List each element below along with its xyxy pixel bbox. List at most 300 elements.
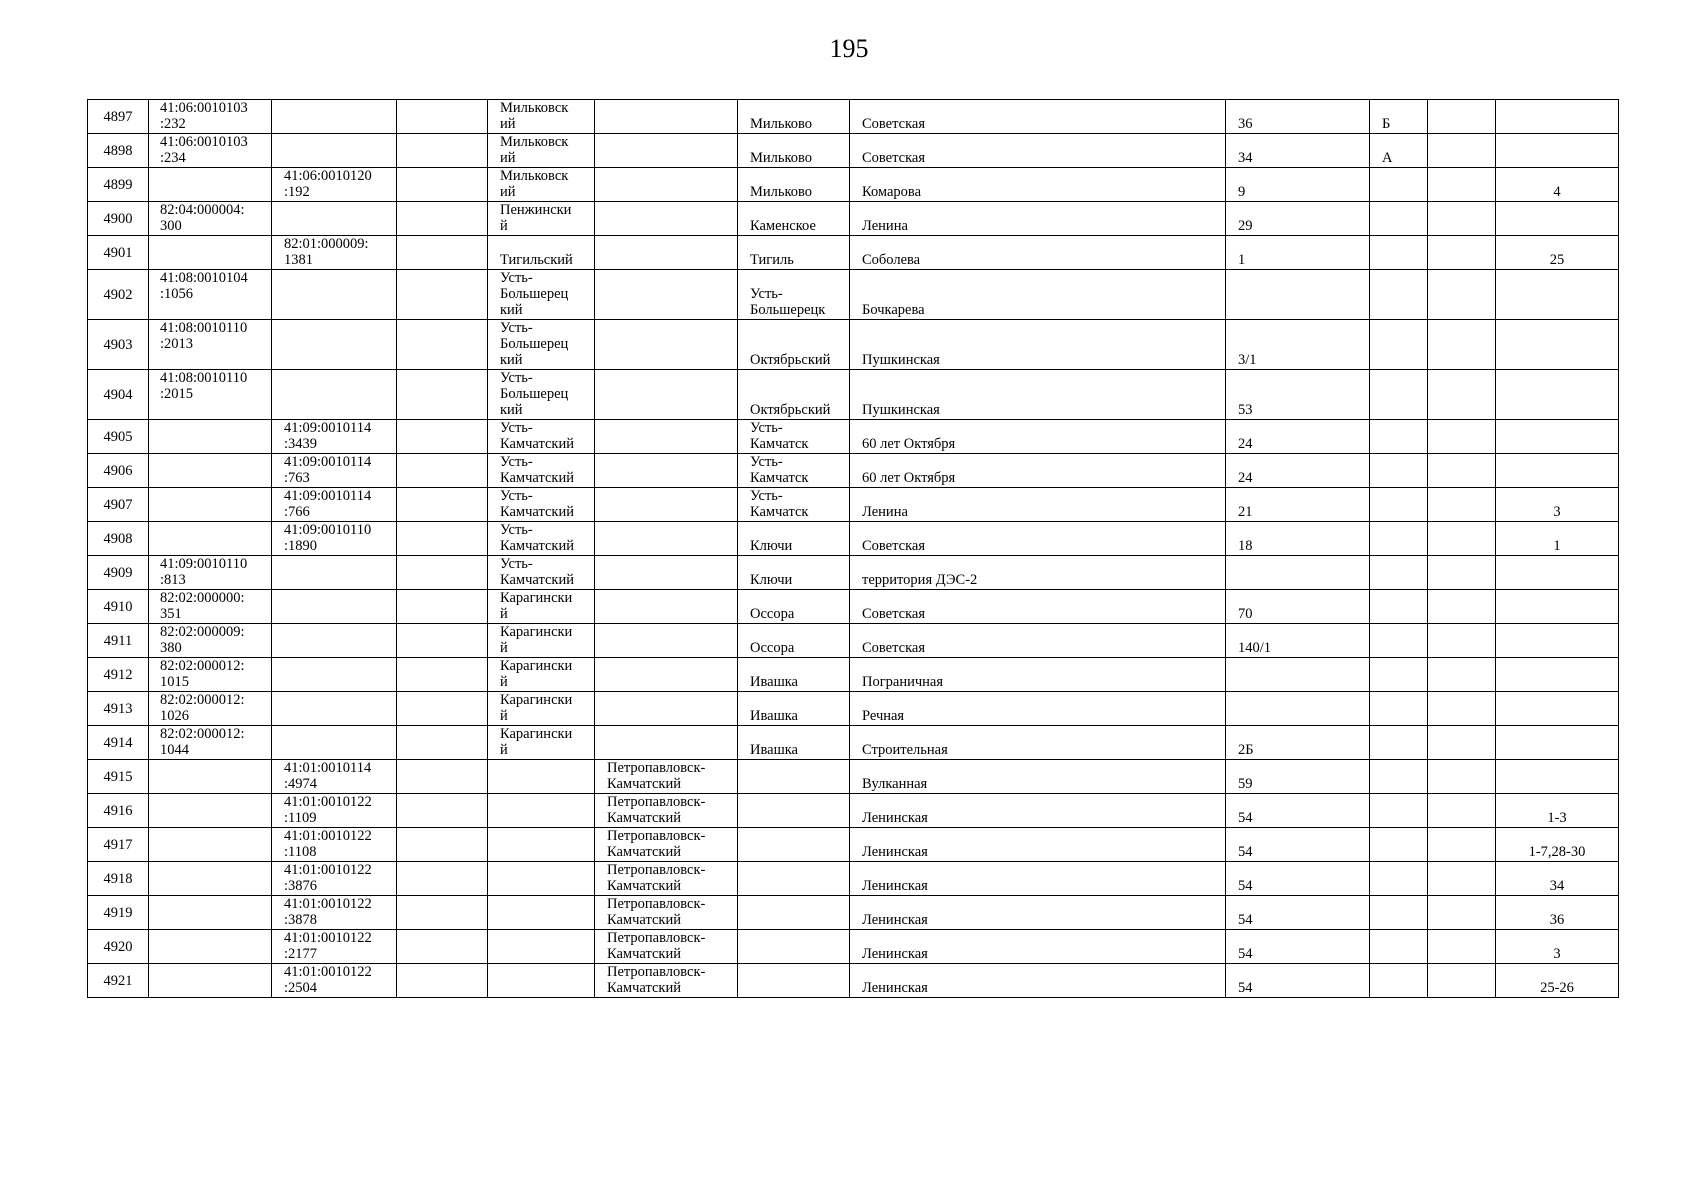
table-row [88,556,1619,590]
city-cell [595,964,738,998]
row-number-text: 4908 [103,530,133,547]
table-row [88,100,1619,134]
district-cell [488,760,595,794]
house-number-cell-text: 54 [1238,878,1253,894]
city-cell [595,202,738,236]
premises-cell-text: 4 [1553,184,1561,200]
cadastral-number-a-text: 82:02:000000: 351 [160,590,245,622]
settlement-cell [738,658,850,692]
row-number [88,760,149,794]
premises-cell-text: 25 [1549,252,1565,268]
table-row [88,488,1619,522]
cadastral-number-a [149,896,272,930]
premises-cell [1496,964,1619,998]
street-cell [850,726,1226,760]
cadastral-number-a [149,726,272,760]
premises-cell [1496,726,1619,760]
house-number-cell [1226,692,1370,726]
cadastral-number-b-text: 82:01:000009: 1381 [284,236,369,268]
premises-cell [1496,420,1619,454]
row-number-text: 4902 [103,286,133,303]
row-number [88,202,149,236]
table-row [88,134,1619,168]
city-cell [595,794,738,828]
district-cell [488,658,595,692]
cadastral-number-a [149,320,272,370]
settlement-cell-text: Ключи [750,572,793,588]
district-cell-text: Пенжински й [500,202,572,234]
district-cell-text: Карагински й [500,658,573,690]
district-cell [488,556,595,590]
cadastral-number-b [272,556,397,590]
cadastral-number-a-text: 41:09:0010110 :813 [160,556,248,588]
cadastral-number-a [149,964,272,998]
district-cell-text: Усть- Камчатский [500,522,574,554]
house-number-cell [1226,202,1370,236]
district-cell [488,930,595,964]
column-11-cell [1428,658,1496,692]
settlement-cell-text: Ивашка [750,708,798,724]
city-cell [595,692,738,726]
district-cell-text: Усть- Камчатский [500,420,574,452]
cadastral-number-a-text: 41:06:0010103 :232 [160,100,248,132]
settlement-cell-text: Мильково [750,184,813,200]
house-number-cell-text: 36 [1238,116,1253,132]
city-cell-text: Петропавловск- Камчатский [607,930,706,962]
premises-cell-text: 25-26 [1540,980,1574,996]
column-4-cell [397,828,488,862]
cadastral-number-a-text: 41:08:0010110 :2013 [160,320,248,352]
column-11-cell [1428,168,1496,202]
settlement-cell [738,522,850,556]
street-cell [850,964,1226,998]
premises-cell [1496,236,1619,270]
house-number-cell-text: 29 [1238,218,1253,234]
row-number-text: 4907 [103,496,133,513]
cadastral-number-b [272,168,397,202]
column-4-cell [397,420,488,454]
city-cell [595,896,738,930]
premises-cell [1496,828,1619,862]
table-row [88,624,1619,658]
column-4-cell [397,794,488,828]
row-number [88,828,149,862]
table-row [88,930,1619,964]
cadastral-number-b-text: 41:09:0010114 :763 [284,454,372,486]
cadastral-number-a-text: 82:02:000012: 1015 [160,658,245,690]
table-row [88,420,1619,454]
row-number-text: 4909 [103,564,133,581]
registry-table [87,99,1619,998]
column-4-cell [397,370,488,420]
district-cell [488,488,595,522]
column-4-cell [397,692,488,726]
city-cell-text: Петропавловск- Камчатский [607,964,706,996]
house-number-cell [1226,370,1370,420]
column-11-cell [1428,692,1496,726]
building-letter-cell [1370,320,1428,370]
settlement-cell-text: Усть- Большерецк [750,286,826,318]
row-number [88,692,149,726]
house-number-cell [1226,320,1370,370]
row-number-text: 4911 [103,632,133,649]
row-number [88,270,149,320]
street-cell [850,828,1226,862]
row-number [88,964,149,998]
house-number-cell-text: 59 [1238,776,1253,792]
cadastral-number-a-text: 82:04:000004: 300 [160,202,245,234]
row-number-text: 4899 [103,176,133,193]
premises-cell [1496,370,1619,420]
row-number [88,454,149,488]
street-cell-text: Речная [862,708,905,724]
cadastral-number-a-text: 41:06:0010103 :234 [160,134,248,166]
table-row [88,794,1619,828]
cadastral-number-a [149,556,272,590]
cadastral-number-b [272,794,397,828]
premises-cell [1496,320,1619,370]
premises-cell [1496,556,1619,590]
building-letter-cell [1370,522,1428,556]
cadastral-number-a [149,236,272,270]
settlement-cell [738,236,850,270]
row-number [88,370,149,420]
row-number [88,522,149,556]
house-number-cell-text: 24 [1238,470,1253,486]
street-cell-text: Советская [862,538,925,554]
row-number [88,556,149,590]
house-number-cell-text: 53 [1238,402,1253,418]
house-number-cell-text: 54 [1238,980,1253,996]
street-cell-text: Ленинская [862,810,928,826]
street-cell [850,556,1226,590]
district-cell-text: Мильковск ий [500,100,569,132]
house-number-cell-text: 70 [1238,606,1253,622]
cadastral-number-a [149,590,272,624]
settlement-cell-text: Ивашка [750,674,798,690]
cadastral-number-b-text: 41:09:0010110 :1890 [284,522,372,554]
city-cell [595,624,738,658]
premises-cell-text: 34 [1549,878,1565,894]
cadastral-number-a [149,370,272,420]
street-cell [850,862,1226,896]
row-number-text: 4921 [103,972,133,989]
cadastral-number-b-text: 41:01:0010122 :1108 [284,828,372,860]
row-number-text: 4905 [103,428,133,445]
cadastral-number-b [272,420,397,454]
cadastral-number-a [149,420,272,454]
cadastral-number-b-text: 41:09:0010114 :766 [284,488,372,520]
city-cell [595,420,738,454]
street-cell-text: Советская [862,640,925,656]
settlement-cell-text: Усть- Камчатск [750,488,809,520]
table-row [88,522,1619,556]
street-cell-text: Комарова [862,184,922,200]
house-number-cell-text: 1 [1238,252,1246,268]
city-cell-text: Петропавловск- Камчатский [607,828,706,860]
building-letter-cell [1370,488,1428,522]
building-letter-cell [1370,794,1428,828]
building-letter-cell [1370,202,1428,236]
column-4-cell [397,760,488,794]
cadastral-number-a-text: 82:02:000012: 1044 [160,726,245,758]
city-cell [595,556,738,590]
settlement-cell [738,692,850,726]
building-letter-cell [1370,236,1428,270]
settlement-cell-text: Оссора [750,606,795,622]
district-cell-text: Усть- Большерец кий [500,370,569,418]
table-row [88,692,1619,726]
settlement-cell [738,964,850,998]
house-number-cell [1226,100,1370,134]
district-cell-text: Мильковск ий [500,134,569,166]
district-cell [488,320,595,370]
row-number-text: 4910 [103,598,133,615]
premises-cell [1496,100,1619,134]
settlement-cell-text: Оссора [750,640,795,656]
city-cell [595,100,738,134]
house-number-cell-text: 18 [1238,538,1253,554]
street-cell [850,692,1226,726]
premises-cell [1496,488,1619,522]
building-letter-cell [1370,760,1428,794]
premises-cell-text: 36 [1549,912,1565,928]
street-cell [850,168,1226,202]
house-number-cell-text: 54 [1238,810,1253,826]
cadastral-number-b [272,236,397,270]
cadastral-number-a [149,692,272,726]
table-row [88,270,1619,320]
city-cell [595,658,738,692]
column-11-cell [1428,370,1496,420]
house-number-cell [1226,862,1370,896]
row-number-text: 4904 [103,386,133,403]
row-number [88,320,149,370]
city-cell [595,828,738,862]
premises-cell [1496,624,1619,658]
building-letter-cell [1370,556,1428,590]
premises-cell-text: 3 [1553,504,1561,520]
house-number-cell-text: 2Б [1238,742,1254,758]
premises-cell [1496,896,1619,930]
premises-cell [1496,522,1619,556]
street-cell [850,794,1226,828]
district-cell [488,590,595,624]
city-cell-text: Петропавловск- Камчатский [607,896,706,928]
street-cell-text: Ленина [862,504,908,520]
row-number [88,624,149,658]
district-cell [488,168,595,202]
cadastral-number-a [149,488,272,522]
city-cell [595,930,738,964]
settlement-cell-text: Каменское [750,218,816,234]
table-row [88,320,1619,370]
premises-cell-text: 1 [1553,538,1561,554]
street-cell [850,236,1226,270]
district-cell-text: Карагински й [500,624,573,656]
table-row [88,454,1619,488]
house-number-cell [1226,624,1370,658]
street-cell [850,100,1226,134]
cadastral-number-b [272,930,397,964]
table-row [88,590,1619,624]
street-cell [850,590,1226,624]
district-cell [488,134,595,168]
cadastral-number-b [272,828,397,862]
column-11-cell [1428,454,1496,488]
district-cell [488,828,595,862]
street-cell [850,522,1226,556]
table-row [88,168,1619,202]
building-letter-cell [1370,896,1428,930]
cadastral-number-a-text: 82:02:000012: 1026 [160,692,245,724]
settlement-cell [738,828,850,862]
city-cell-text: Петропавловск- Камчатский [607,862,706,894]
district-cell [488,794,595,828]
column-11-cell [1428,202,1496,236]
street-cell-text: 60 лет Октября [862,470,956,486]
building-letter-cell [1370,692,1428,726]
house-number-cell [1226,590,1370,624]
street-cell [850,134,1226,168]
row-number-text: 4919 [103,904,133,921]
city-cell [595,320,738,370]
cadastral-number-b [272,896,397,930]
cadastral-number-b-text: 41:01:0010122 :3878 [284,896,372,928]
premises-cell [1496,590,1619,624]
row-number [88,896,149,930]
column-4-cell [397,930,488,964]
settlement-cell [738,930,850,964]
building-letter-cell [1370,624,1428,658]
building-letter-cell [1370,862,1428,896]
street-cell [850,202,1226,236]
table-row [88,236,1619,270]
settlement-cell-text: Мильково [750,150,813,166]
cadastral-number-b [272,488,397,522]
settlement-cell-text: Мильково [750,116,813,132]
cadastral-number-a [149,760,272,794]
settlement-cell [738,370,850,420]
column-11-cell [1428,828,1496,862]
column-11-cell [1428,930,1496,964]
street-cell-text: Ленинская [862,844,928,860]
house-number-cell [1226,270,1370,320]
cadastral-number-b [272,370,397,420]
settlement-cell [738,896,850,930]
premises-cell [1496,794,1619,828]
district-cell [488,692,595,726]
cadastral-number-b [272,590,397,624]
district-cell [488,202,595,236]
district-cell [488,454,595,488]
table-row [88,760,1619,794]
street-cell-text: Ленинская [862,912,928,928]
cadastral-number-a [149,134,272,168]
column-4-cell [397,202,488,236]
street-cell-text: Ленинская [862,946,928,962]
house-number-cell [1226,522,1370,556]
cadastral-number-b [272,760,397,794]
column-11-cell [1428,100,1496,134]
row-number [88,488,149,522]
column-11-cell [1428,590,1496,624]
building-letter-cell [1370,828,1428,862]
building-letter-cell [1370,168,1428,202]
district-cell-text: Мильковск ий [500,168,569,200]
cadastral-number-b [272,692,397,726]
cadastral-number-a-text: 82:02:000009: 380 [160,624,245,656]
settlement-cell-text: Октябрьский [750,352,831,368]
house-number-cell [1226,556,1370,590]
cadastral-number-b-text: 41:01:0010122 :3876 [284,862,372,894]
house-number-cell [1226,726,1370,760]
settlement-cell [738,320,850,370]
cadastral-number-a [149,522,272,556]
column-4-cell [397,556,488,590]
row-number-text: 4915 [103,768,133,785]
building-letter-cell [1370,134,1428,168]
street-cell-text: территория ДЭС-2 [862,572,978,588]
cadastral-number-a-text: 41:08:0010110 :2015 [160,370,248,402]
district-cell [488,964,595,998]
cadastral-number-a [149,454,272,488]
premises-cell-text: 1-7,28-30 [1528,844,1586,860]
district-cell-text: Усть- Большерец кий [500,270,569,318]
table-row [88,964,1619,998]
settlement-cell [738,100,850,134]
street-cell-text: Ленинская [862,980,928,996]
cadastral-number-b [272,320,397,370]
city-cell [595,488,738,522]
city-cell [595,168,738,202]
settlement-cell [738,862,850,896]
house-number-cell-text: 21 [1238,504,1253,520]
street-cell [850,760,1226,794]
street-cell [850,658,1226,692]
house-number-cell-text: 54 [1238,946,1253,962]
building-letter-cell [1370,270,1428,320]
column-11-cell [1428,236,1496,270]
column-4-cell [397,658,488,692]
settlement-cell [738,556,850,590]
building-letter-cell [1370,590,1428,624]
house-number-cell-text: 9 [1238,184,1246,200]
house-number-cell [1226,658,1370,692]
city-cell [595,590,738,624]
row-number [88,794,149,828]
cadastral-number-b [272,454,397,488]
street-cell-text: Советская [862,116,925,132]
cadastral-number-b [272,726,397,760]
building-letter-cell [1370,658,1428,692]
house-number-cell [1226,454,1370,488]
column-11-cell [1428,420,1496,454]
column-4-cell [397,726,488,760]
row-number [88,134,149,168]
row-number-text: 4906 [103,462,133,479]
settlement-cell [738,168,850,202]
page-number: 195 [829,34,869,63]
district-cell [488,522,595,556]
settlement-cell [738,590,850,624]
column-4-cell [397,488,488,522]
column-4-cell [397,454,488,488]
district-cell-text: Усть- Камчатский [500,556,574,588]
street-cell-text: Советская [862,606,925,622]
column-11-cell [1428,862,1496,896]
column-4-cell [397,964,488,998]
